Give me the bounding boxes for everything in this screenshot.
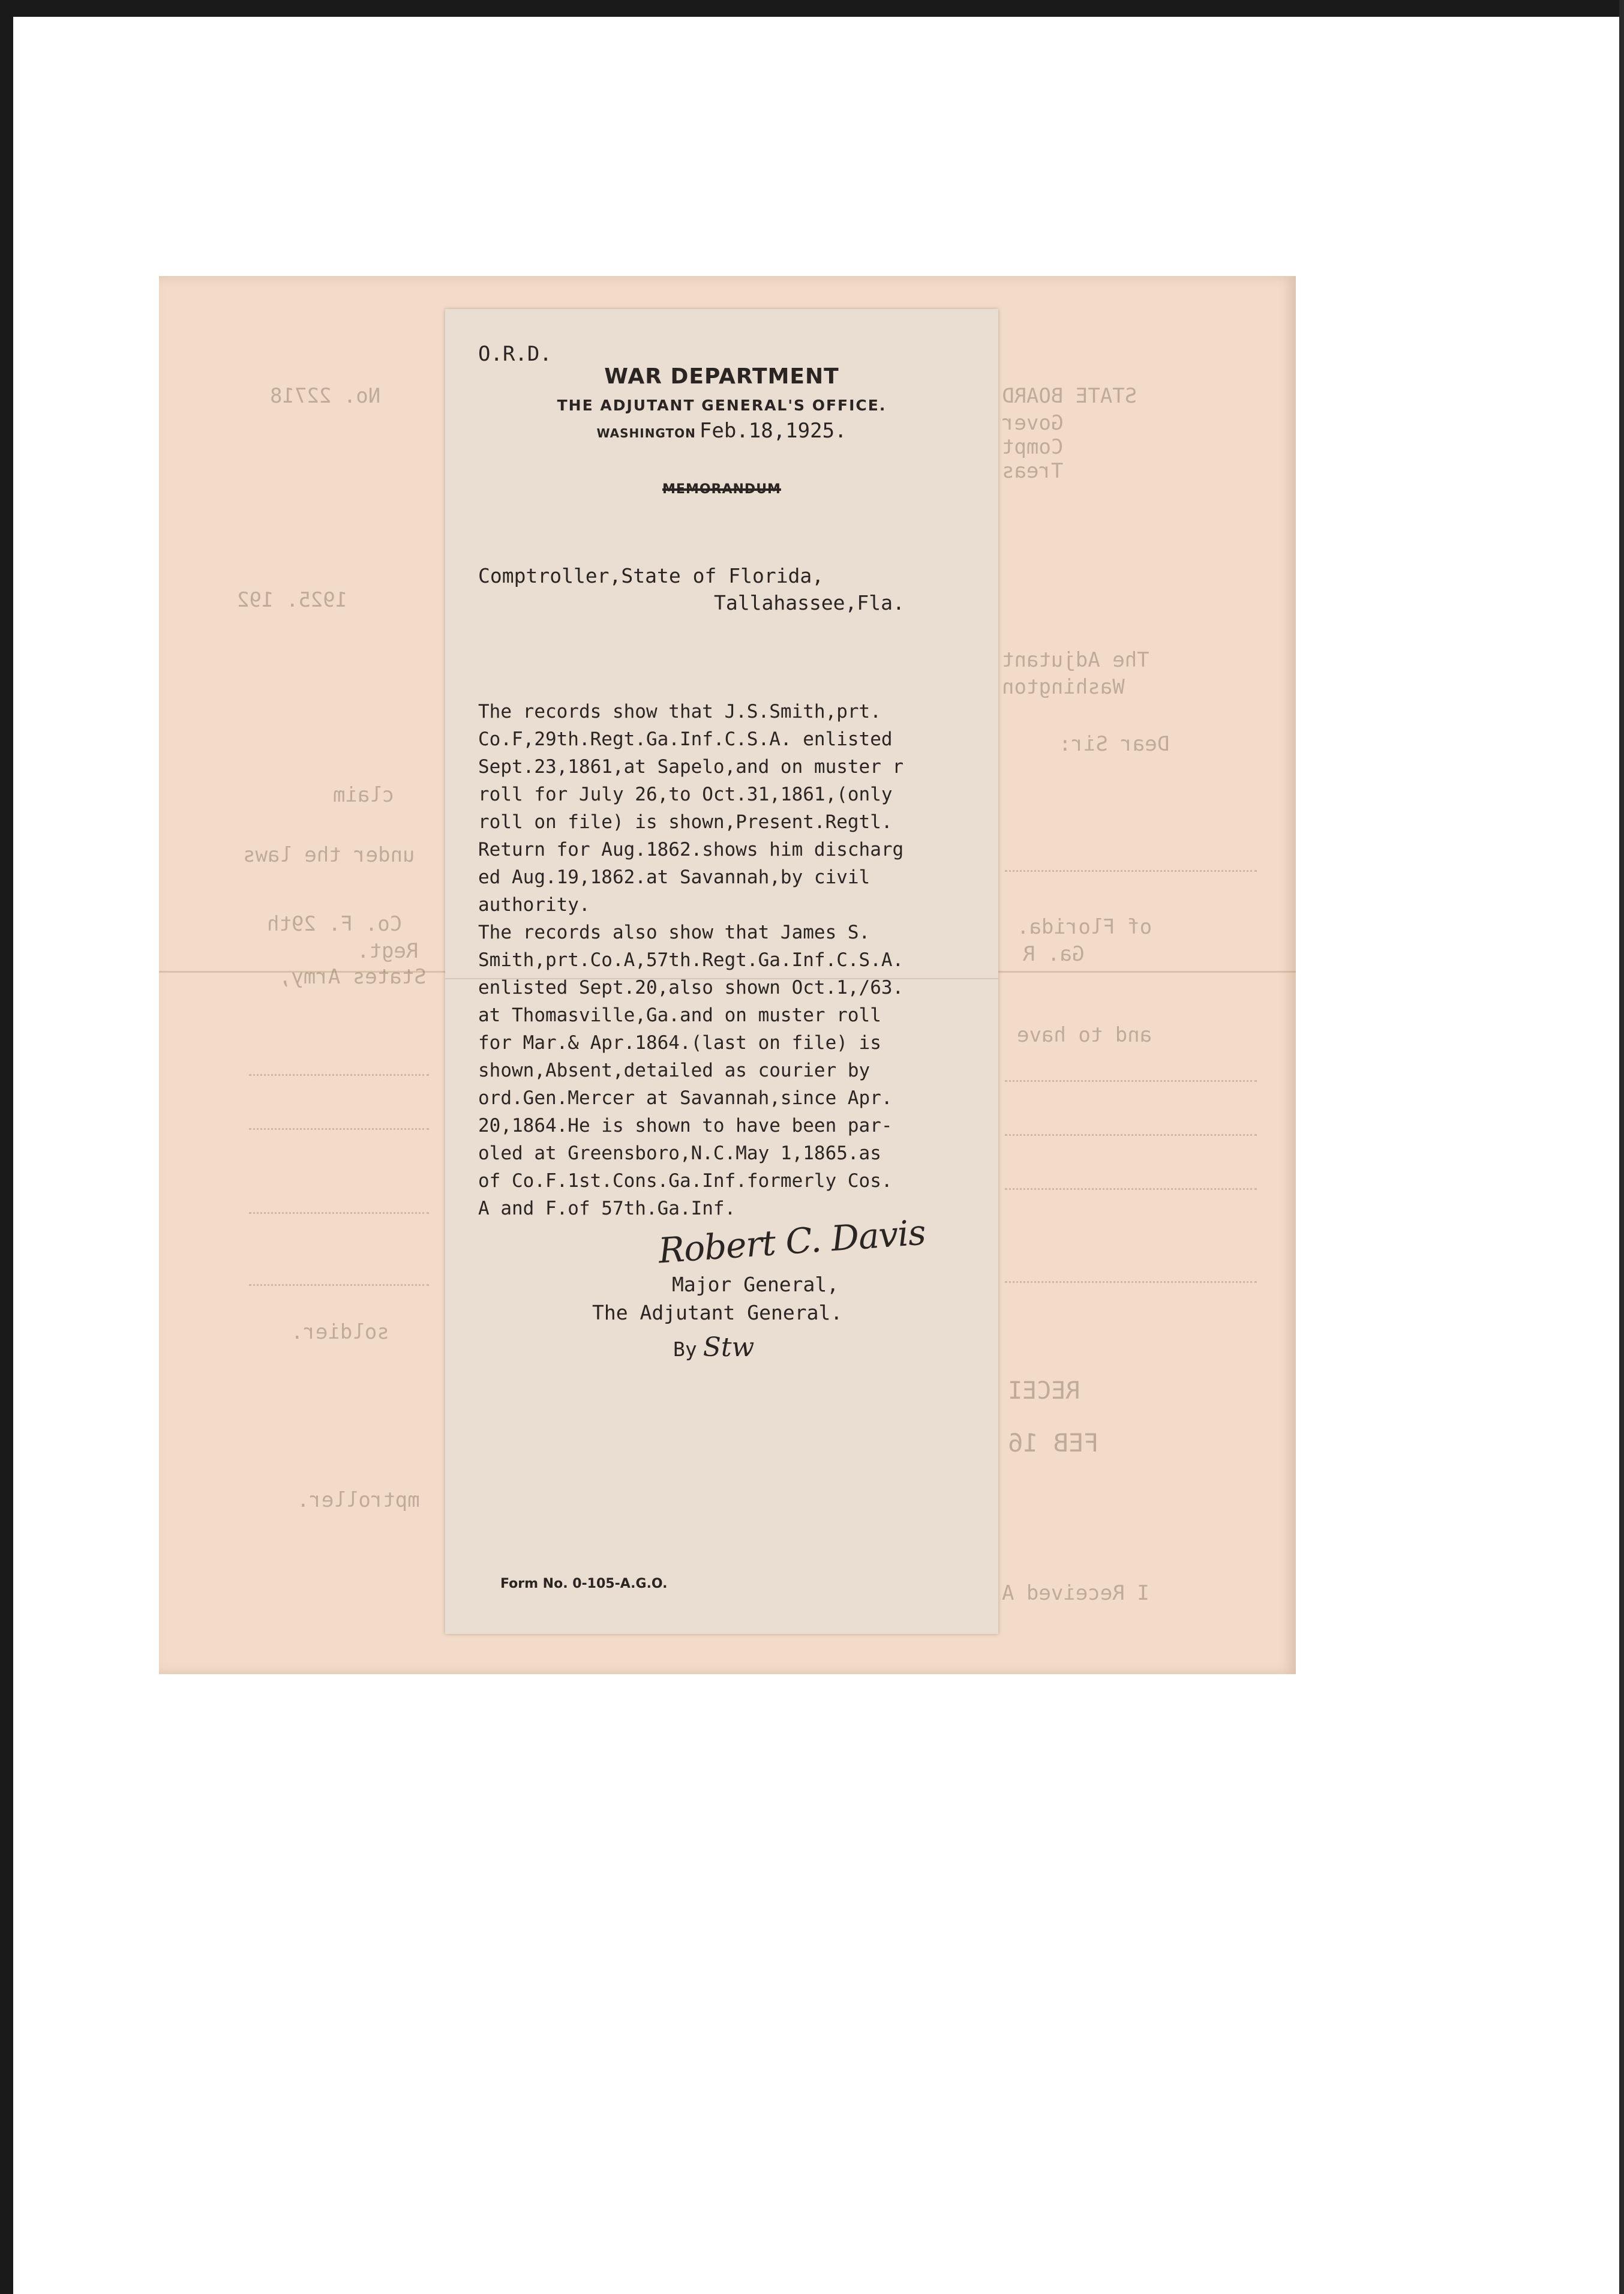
ghost-rule (1005, 1281, 1257, 1283)
body-line: The records show that J.S.Smith,prt. (478, 701, 881, 722)
ghost-compt: Compt (1002, 435, 1064, 459)
handwritten-signature: Robert C. Davis (657, 1212, 927, 1272)
ghost-form-number: No. 22718 (270, 384, 381, 408)
body-line: The records also show that James S. (478, 922, 870, 943)
ghost-comptroller: mptroller. (297, 1488, 420, 1512)
place: WASHINGTON (596, 426, 696, 440)
body-line: oled at Greensboro,N.C.May 1,1865.as (478, 1142, 881, 1164)
body-line: shown,Absent,detailed as courier by (478, 1060, 870, 1081)
memorandum-heading-text: MEMORANDUM (662, 482, 781, 497)
body-line: authority. (478, 894, 590, 916)
ghost-ga-r: Ga. R (1023, 942, 1085, 966)
ghost-army: States Army, (279, 965, 427, 989)
ghost-claim: claim (333, 783, 395, 807)
body-line: roll on file) is shown,Present.Regtl. (478, 811, 893, 833)
ghost-rule (249, 1074, 429, 1076)
body-line: Return for Aug.1862.shows him discharg (478, 839, 904, 860)
signer-title: The Adjutant General. (592, 1301, 843, 1324)
ghost-rule (1005, 1134, 1257, 1136)
ghost-stamp-received: RECEI (1008, 1377, 1080, 1405)
ghost-rule (1005, 870, 1257, 872)
ghost-state-board: STATE BOARD (1002, 384, 1137, 408)
addressee-line2: Tallahassee,Fla. (714, 591, 905, 614)
memo-body (478, 698, 903, 1222)
ghost-dear-sir: Dear Sir: (1059, 732, 1170, 756)
ghost-date: 1925. 192 (237, 588, 348, 612)
ghost-florida: of Florida. (1017, 915, 1152, 939)
ghost-rule (249, 1128, 429, 1130)
body-line: A and F.of 57th.Ga.Inf. (478, 1198, 736, 1219)
ghost-rule (249, 1284, 429, 1286)
body-line: 20,1864.He is shown to have been par- (478, 1115, 893, 1136)
body-line: enlisted Sept.20,also shown Oct.1,/63. (478, 977, 904, 998)
scan-edge-top (0, 0, 1624, 17)
form-number: Form No. 0-105-A.G.O. (500, 1576, 668, 1591)
body-line: at Thomasville,Ga.and on muster roll (478, 1004, 881, 1026)
ghost-rule (1005, 1080, 1257, 1082)
scan-edge-right (1619, 0, 1624, 2294)
ghost-adjutant: The Adjutant (1002, 648, 1149, 672)
by-line (673, 1332, 754, 1363)
ghost-laws: under the laws (243, 843, 415, 867)
body-line: Sept.23,1861,at Sapelo,and on muster r (478, 756, 904, 778)
body-line: of Co.F.1st.Cons.Ga.Inf.formerly Cos. (478, 1170, 893, 1192)
memorandum-sheet (445, 309, 998, 1634)
body-line: ed Aug.19,1862.at Savannah,by civil (478, 866, 870, 888)
ghost-rule (1005, 1188, 1257, 1190)
ghost-regt: Regt. (357, 939, 419, 963)
body-line: Co.F,29th.Regt.Ga.Inf.C.S.A. enlisted (478, 728, 893, 750)
addressee-line1: Comptroller,State of Florida, (478, 564, 824, 587)
body-line: Smith,prt.Co.A,57th.Regt.Ga.Inf.C.S.A. (478, 949, 904, 971)
by-label: By (673, 1338, 697, 1361)
signer-rank: Major General, (672, 1273, 839, 1296)
ghost-gover: Gover (1002, 411, 1064, 435)
reference-code: O.R.D. (478, 342, 552, 366)
body-line: roll for July 26,to Oct.31,1861,(only (478, 784, 893, 805)
place-date-line (445, 419, 998, 443)
body-line: ord.Gen.Mercer at Savannah,since Apr. (478, 1087, 893, 1109)
ghost-and-to-have: and to have (1017, 1023, 1152, 1047)
ghost-received-a: I Received A (1002, 1581, 1149, 1605)
memorandum-heading (445, 482, 998, 497)
ghost-soldier: soldier. (291, 1320, 389, 1344)
body-line: for Mar.& Apr.1864.(last on file) is (478, 1032, 881, 1054)
ghost-stamp-date: FEB 16 (1008, 1428, 1099, 1458)
ghost-company: Co. F. 29th (267, 912, 403, 936)
office-heading: THE ADJUTANT GENERAL'S OFFICE. (557, 397, 887, 414)
ghost-rule (249, 1212, 429, 1214)
scan-edge-left (0, 0, 13, 2294)
memo-date: Feb.18,1925. (699, 419, 847, 443)
by-initials: Stw (703, 1332, 755, 1363)
department-heading: WAR DEPARTMENT (604, 364, 839, 389)
ghost-treas: Treas (1002, 459, 1064, 483)
ghost-washington: Washington (1002, 675, 1125, 699)
